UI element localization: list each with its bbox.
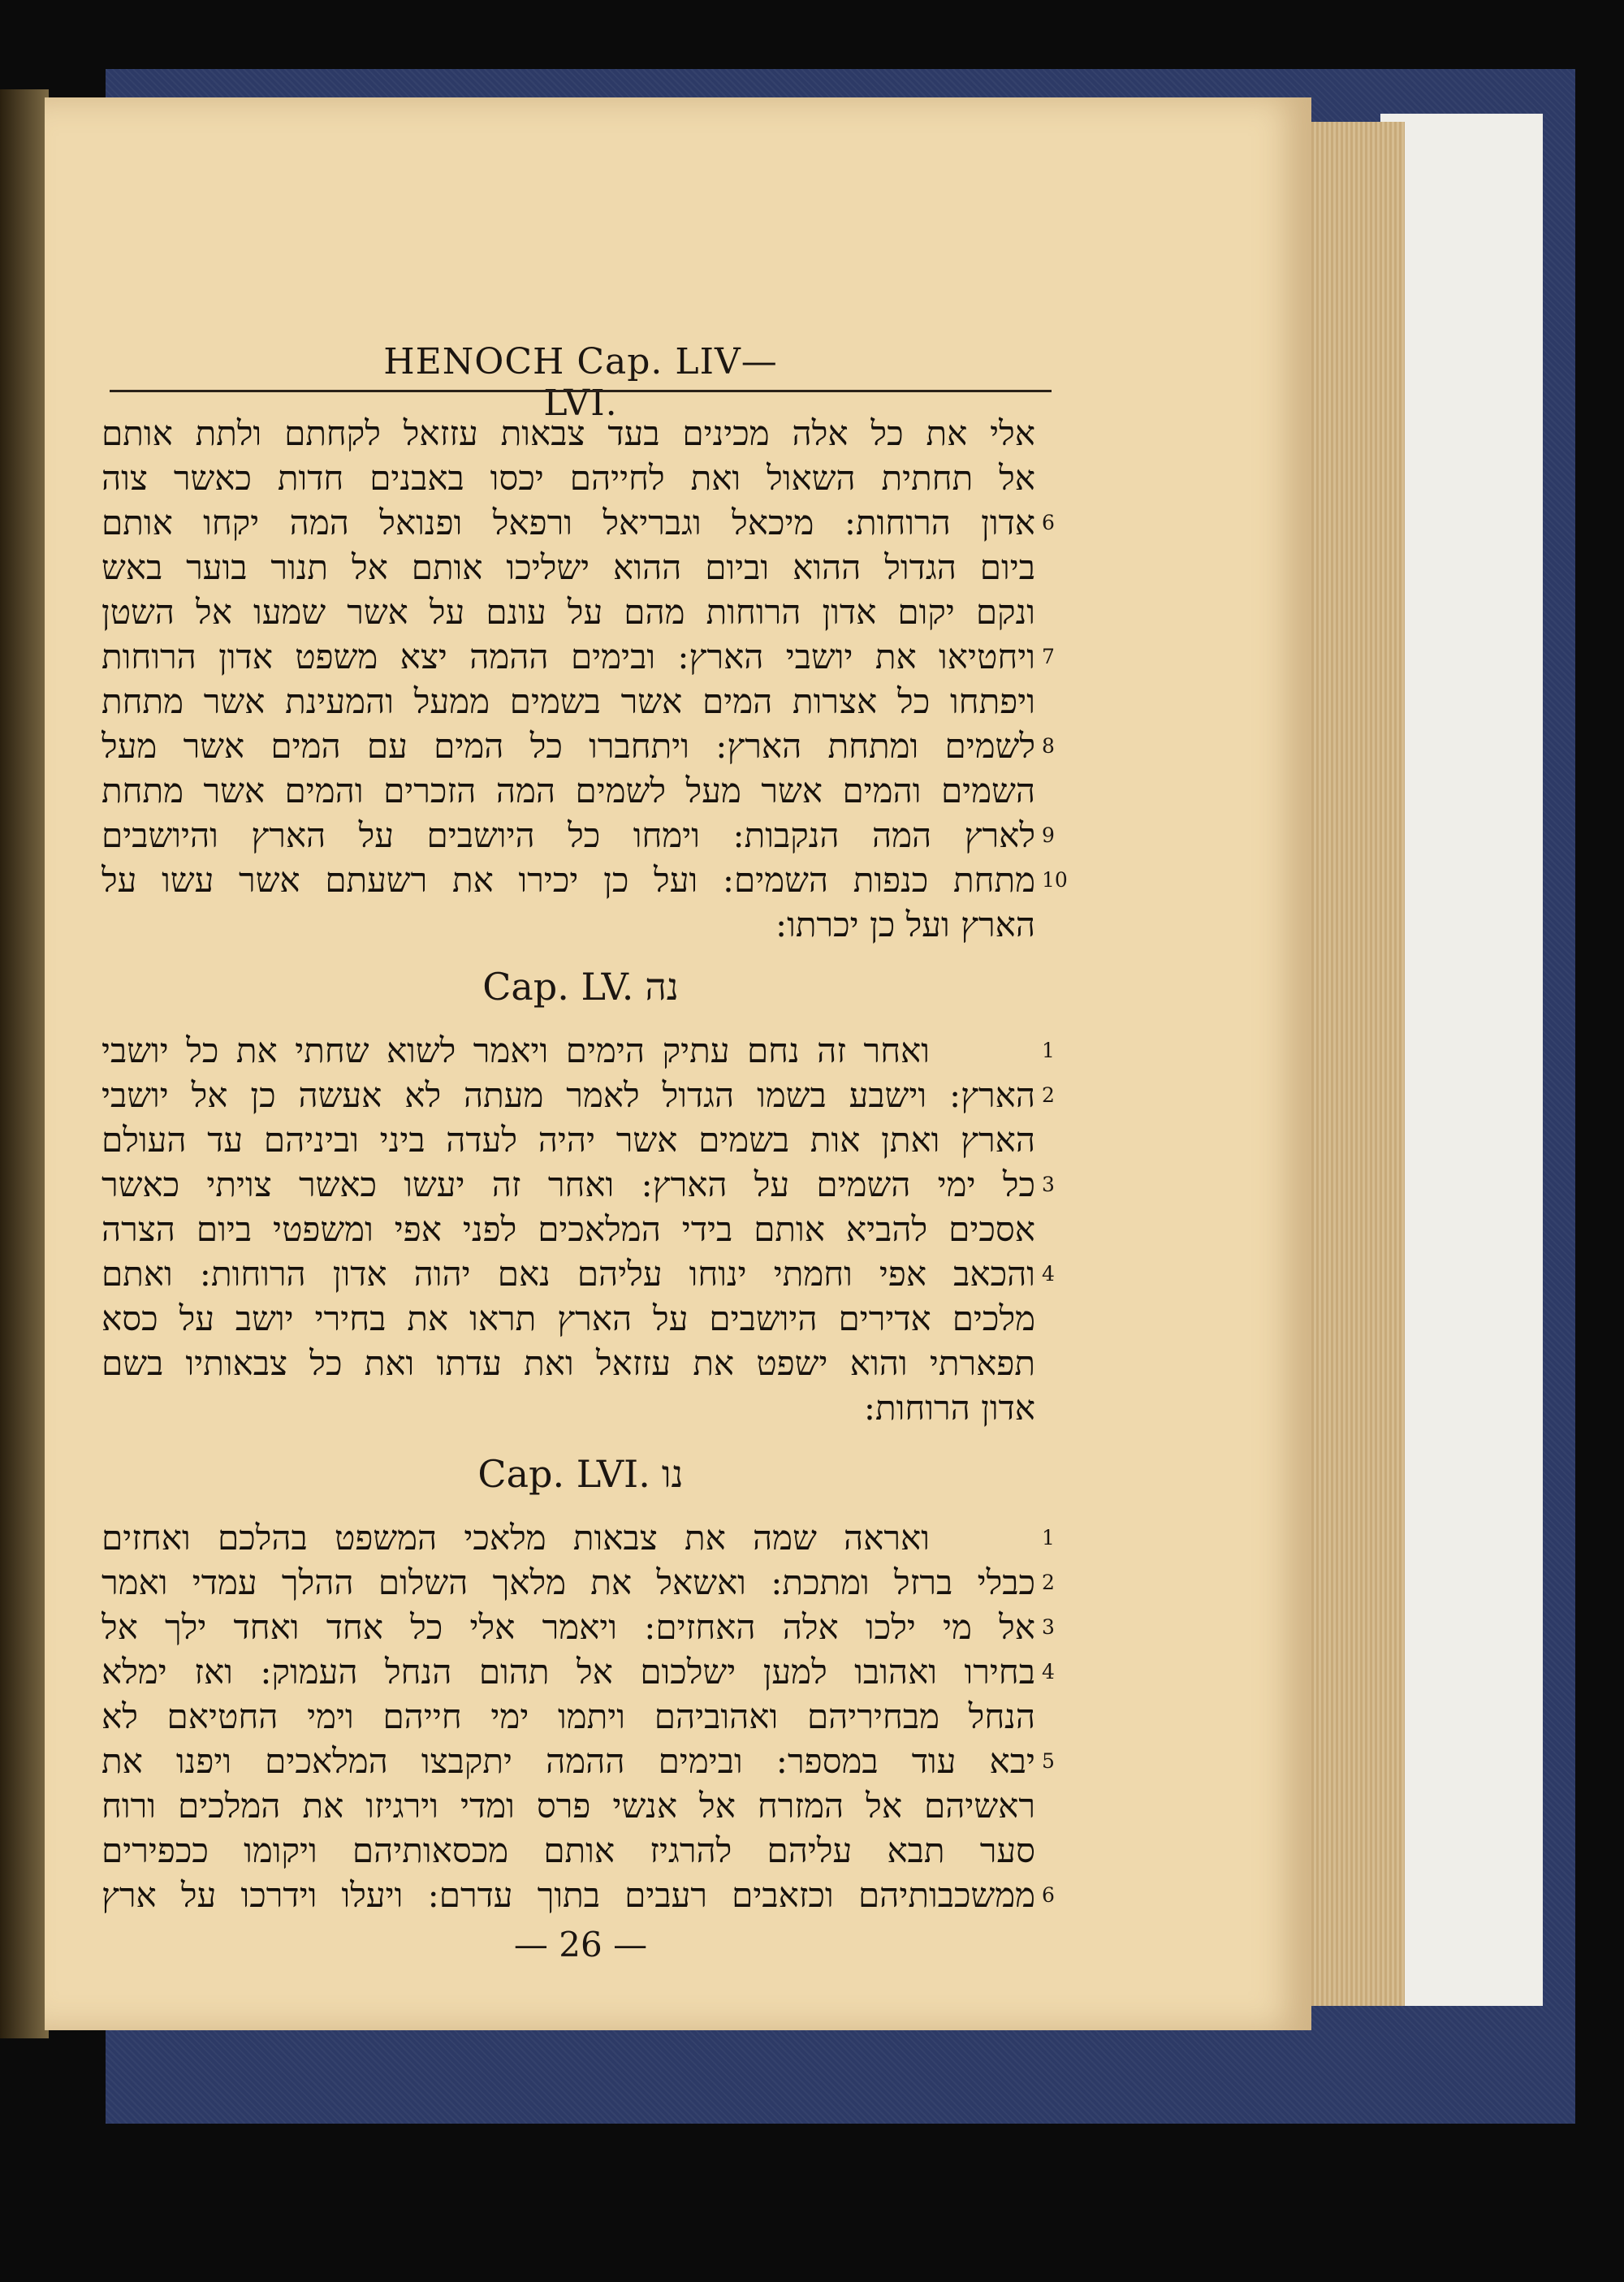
text-line: סער תבא עליהם להרגיז אותם מכסאותיהם ויקומו ככפירים [102, 1830, 1035, 1870]
text-line: כל ימי השמים על הארץ: ואחר זה יעשו כאשר צויתי כאשר [102, 1165, 1035, 1204]
text-line: כבלי ברזל ומתכת: ואשאל את מלאך השלום ההלך עמדי ואמר [102, 1562, 1035, 1602]
book-page [45, 97, 1311, 2030]
text-line: לארץ המה הנקבות: וימחו כל היושבים על הארץ והיושבים [102, 815, 1035, 855]
text-line: אל תחתית השאול ואת לחייהם יכסו באבנים חדות כאשר צוה [102, 458, 1035, 498]
text-line: יבא עוד במספר: ובימים ההמה יתקבצו המלאכים ויפנו את [102, 1741, 1035, 1781]
text-line: אל מי ילכו אלה האחזים: ויאמר אלי כל אחד ואחד ילך אל [102, 1607, 1035, 1647]
text-line: אלי את כל אלה מכינים בעד צבאות עזזאל לקחתם ולתת אותם [102, 413, 1035, 453]
book-gutter [0, 89, 49, 2038]
text-line: אדון הרוחות: מיכאל וגבריאל ורפאל ופנואל המה יקחו אותם [102, 503, 1035, 542]
verse-number: 6 [1042, 1883, 1055, 1907]
text-line: ואחר זה נחם עתיק הימים ויאמר לשוא שחתי את כל יושבי [102, 1031, 930, 1070]
verse-number: 8 [1042, 734, 1055, 758]
text-line: והכאב אפי וחמתי ינוחו עליהם נאם יהוה אדון הרוחות: ואתם [102, 1254, 1035, 1294]
verse-number: 4 [1042, 1262, 1055, 1286]
chapter-latin: Cap. LVI. [477, 1452, 650, 1496]
text-line: מלכים אדירים היושבים על הארץ תראו את בחירי יושב על כסא [102, 1299, 1035, 1338]
endpaper [1380, 114, 1543, 2006]
verse-number: 3 [1042, 1173, 1055, 1196]
text-line: ראשיהם אל המזרח אל אנשי פרס ומדי וירגיזו את המלכים ורוח [102, 1786, 1035, 1826]
text-line: אדון הרוחות: [863, 1388, 1035, 1428]
text-line: ממשכבותיהם וכזאבים רעבים בתוך עדרם: ויעלו וידרכו על ארץ [102, 1875, 1035, 1915]
verse-number: 5 [1042, 1749, 1055, 1773]
chapter-heading-lv [353, 958, 808, 1015]
running-head: HENOCH Cap. LIV—LVI. [383, 341, 778, 424]
text-line: ויחטיאו את יושבי הארץ: ובימים ההמה יצא משפט אדון הרוחות [102, 637, 1035, 676]
text-line: לשמים ומתחת הארץ: ויתחברו כל המים עם המים אשר מעל [102, 726, 1035, 766]
text-line: השמים והמים אשר מעל לשמים המה הזכרים והמים אשר מתחת [102, 771, 1035, 810]
text-line: הנחל מבחיריהם ואהוביהם ויתמו ימי חייהם וימי החטיאם לא [102, 1696, 1035, 1736]
verse-number: 2 [1042, 1083, 1055, 1107]
chapter-latin: Cap. LV. [482, 965, 634, 1009]
text-line: ואראה שמה את צבאות מלאכי המשפט בהלכם ואחזים [102, 1518, 930, 1558]
verse-number: 9 [1042, 823, 1055, 847]
verse-number: 2 [1042, 1571, 1055, 1594]
text-line: ויפתחו כל אצרות המים אשר בשמים ממעל והמעינת אשר מתחת [102, 681, 1035, 721]
text-line: הארץ ועל כן יכרתו: [775, 905, 1035, 944]
chapter-hebrew: נו [661, 1452, 684, 1496]
chapter-heading-lvi [353, 1446, 808, 1502]
verse-number: 10 [1042, 868, 1068, 892]
text-line: הארץ ואתן אות בשמים אשר יהיה לעדה ביני וביניהם עד העולם [102, 1120, 1035, 1160]
text-line: ונקם יקום אדון הרוחות מהם על עונם על אשר שמעו אל השטן [102, 592, 1035, 632]
text-line: תפארתי והוא ישפט את עזזאל ואת עדתו ואת כל צבאותיו בשם [102, 1343, 1035, 1383]
verse-number: 3 [1042, 1615, 1055, 1639]
chapter-hebrew: נה [645, 965, 679, 1009]
header-rule [110, 390, 1052, 392]
text-line: ביום הגדול ההוא וביום ההוא ישליכו אותם אל תנור בוער באש [102, 547, 1035, 587]
text-line: אסכים להביא אותם בידי המלאכים לפני אפי ומשפטי ביום הצרה [102, 1209, 1035, 1249]
text-line: הארץ: וישבע בשמו הגדול לאמר מעתה לא אעשה כן אל יושבי [102, 1075, 1035, 1115]
verse-number: 1 [1042, 1039, 1055, 1062]
page-number: — 26 — [513, 1925, 648, 1964]
page-edges [1299, 122, 1405, 2006]
text-line: בחירו ואהובו למען ישלכום אל תהום הנחל העמוק: ואז ימלא [102, 1652, 1035, 1692]
verse-number: 1 [1042, 1526, 1055, 1549]
verse-number: 7 [1042, 645, 1055, 668]
verse-number: 4 [1042, 1660, 1055, 1683]
text-line: מתחת כנפות השמים: ועל כן יכירו את רשעתם אשר עשו על [102, 860, 1035, 900]
verse-number: 6 [1042, 511, 1055, 534]
